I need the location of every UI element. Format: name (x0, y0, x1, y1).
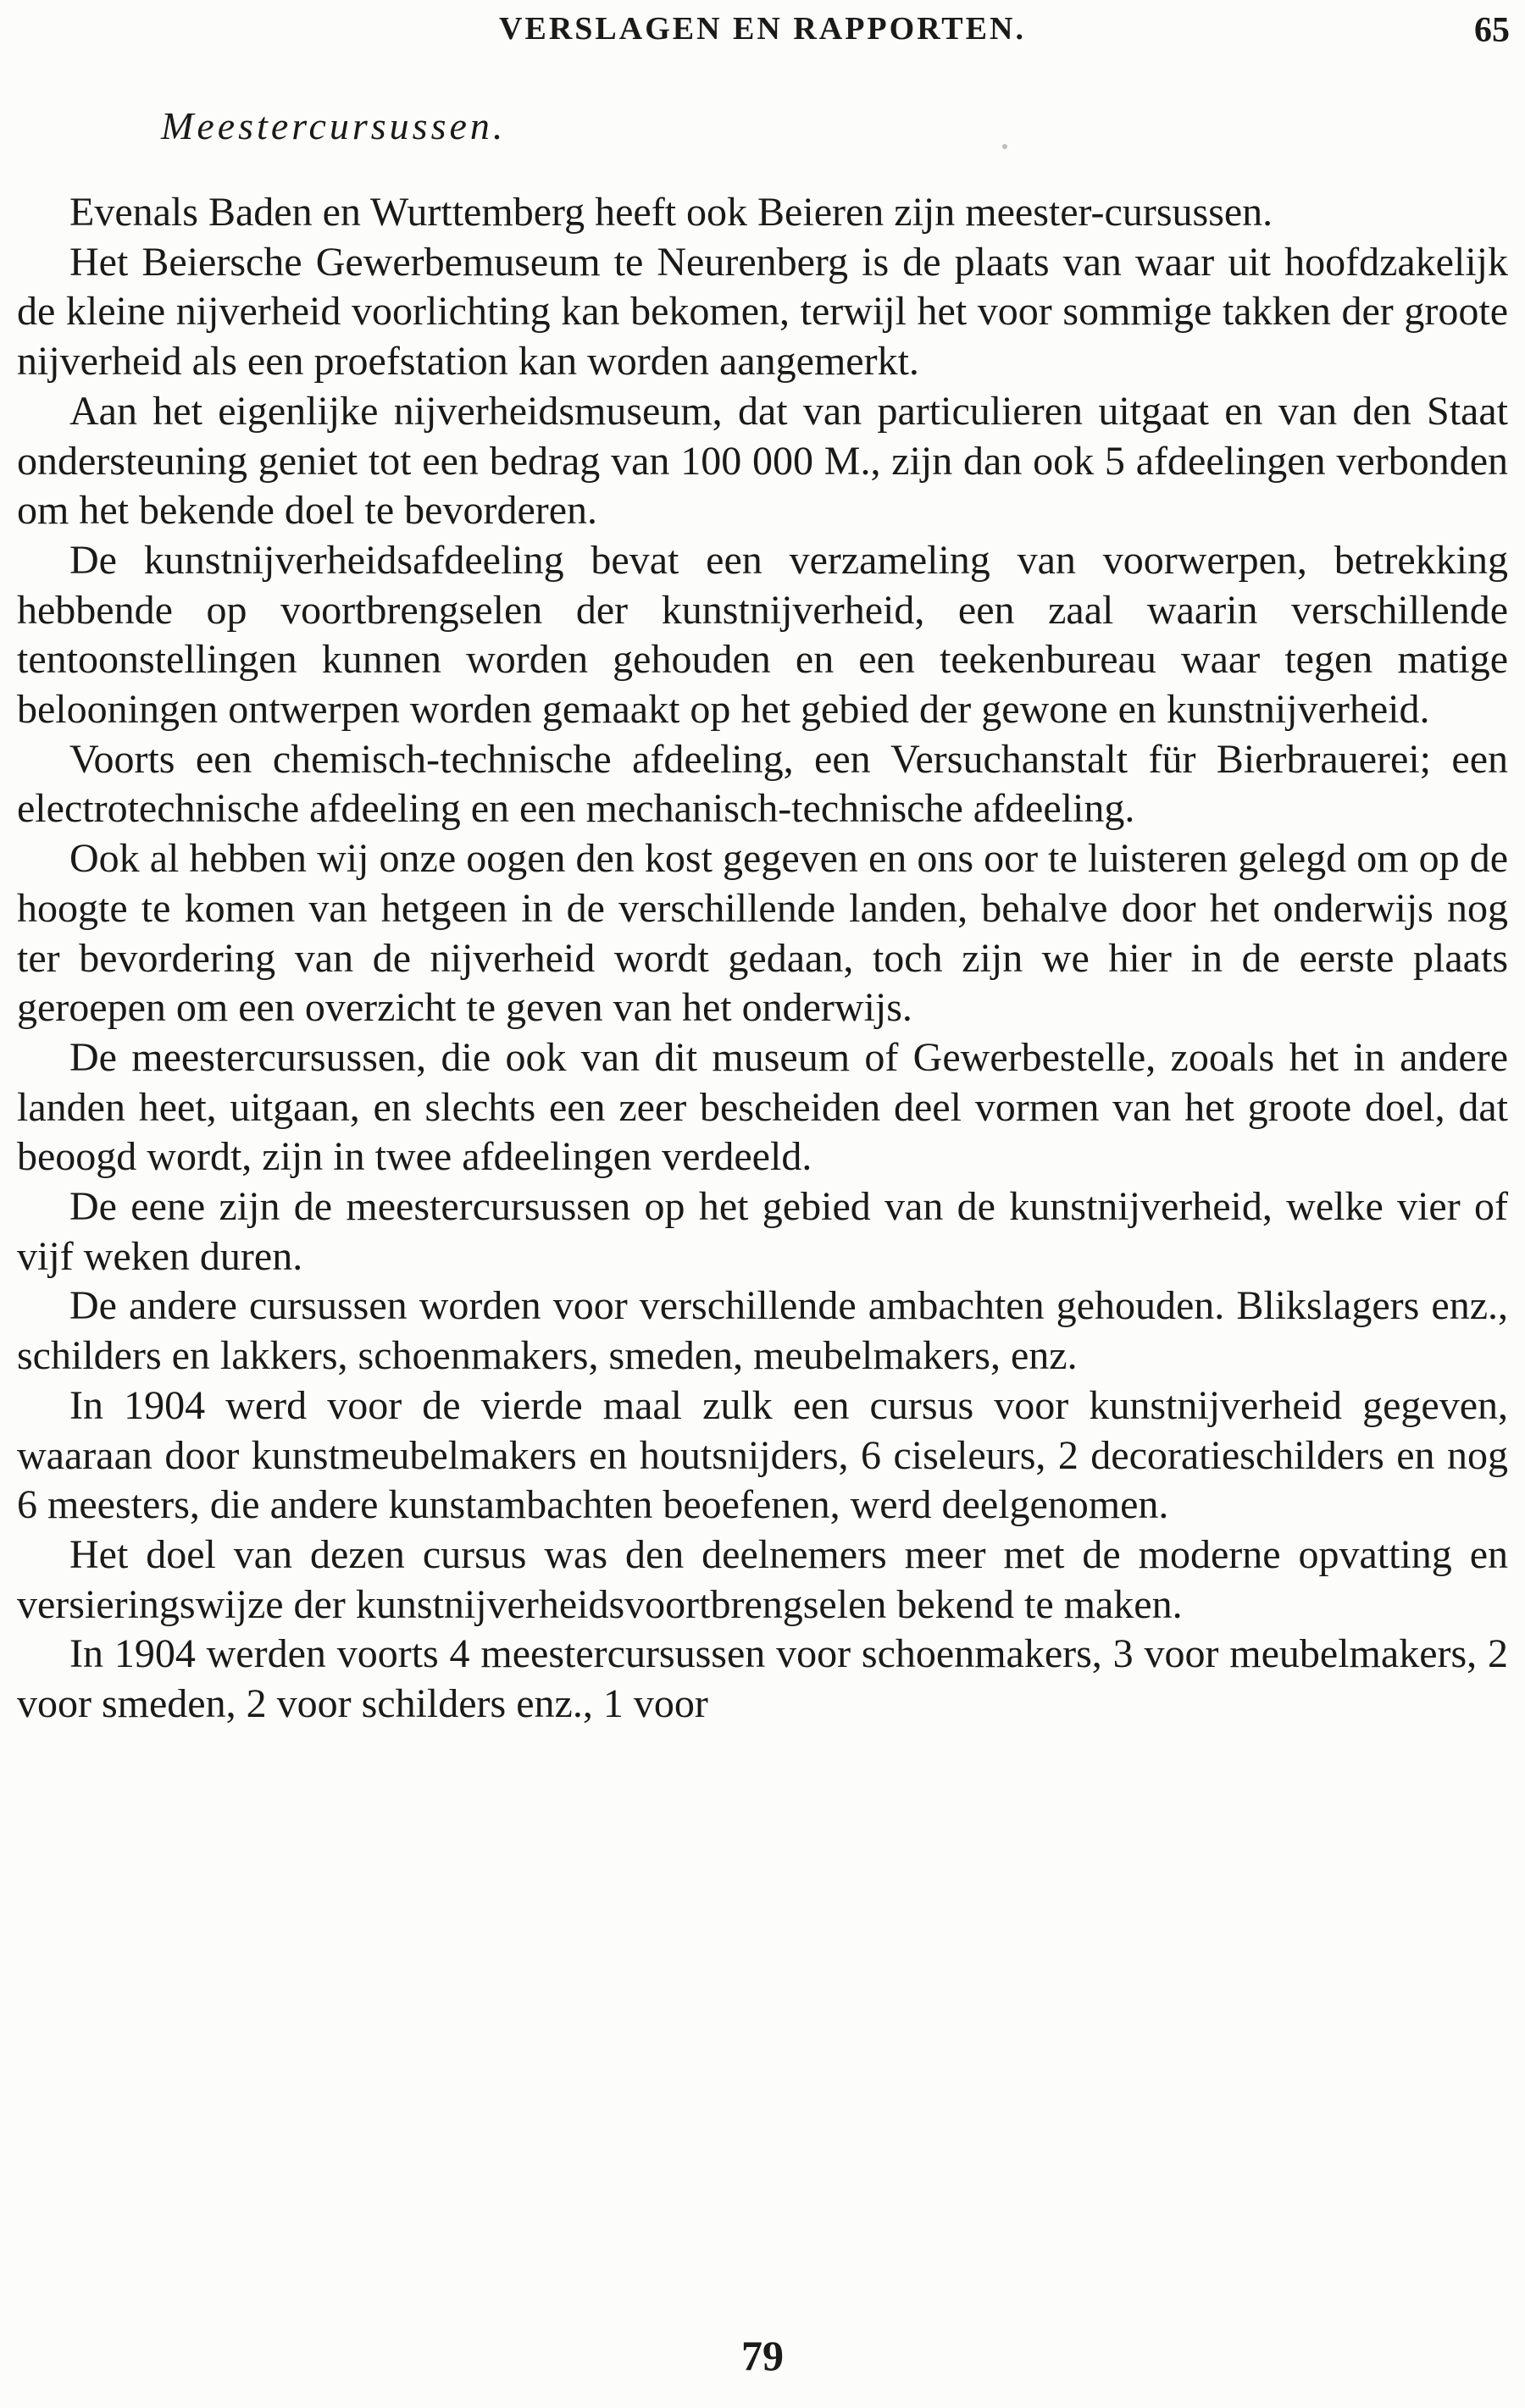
paragraph: De andere cursussen worden voor verschillende ambachten gehouden. Blikslagers enz., schilders en lakkers, schoenmakers, smeden, meubelmakers, enz. (17, 1283, 1508, 1379)
running-header (0, 10, 1525, 61)
running-title: VERSLAGEN EN RAPPORTEN. (499, 11, 1026, 47)
body-text (17, 188, 1508, 1730)
paragraph: In 1904 werd voor de vierde maal zulk een cursus voor kunstnijverheid gegeven, waaraan door kunstmeubelmakers en houtsnijders, 6 ciseleurs, 2 decoratieschilders en nog 6 meesters, die andere kunstambachten beoefenen, werd deelgenomen. (17, 1382, 1508, 1528)
paragraph: Het doel van dezen cursus was den deelnemers meer met de moderne opvatting en versieringswijze der kunstnijverheidsvoortbrengselen bekend te maken. (17, 1531, 1508, 1627)
paragraph: De meestercursussen, die ook van dit museum of Gewerbestelle, zooals het in andere landen heet, uitgaan, en slechts een zeer bescheiden deel vormen van het groote doel, dat beoogd wordt, zijn in twee afdeelingen verdeeld. (17, 1034, 1508, 1180)
section-heading: Meestercursussen. (161, 104, 507, 147)
paragraph: In 1904 werden voorts 4 meestercursussen voor schoenmakers, 3 voor meubelmakers, 2 voor smeden, 2 voor schilders enz., 1 voor (17, 1631, 1508, 1727)
paragraph: Aan het eigenlijke nijverheidsmuseum, dat van particulieren uitgaat en van den Staat ondersteuning geniet tot een bedrag van 100 000 M., zijn dan ook 5 afdeelingen verbonden om het bekende doel te bevorderen. (17, 388, 1508, 534)
paragraph: Ook al hebben wij onze oogen den kost gegeven en ons oor te luisteren gelegd om op de hoogte te komen van hetgeen in de verschillende landen, behalve door het onderwijs nog ter bevordering van de nijverheid wordt gedaan, toch zijn we hier in de eerste plaats geroepen om een overzicht te geven van het onderwijs. (17, 836, 1508, 1031)
paragraph: Het Beiersche Gewerbemuseum te Neurenberg is de plaats van waar uit hoofdzakelijk de kleine nijverheid voorlichting kan bekomen, terwijl het voor sommige takken der groote nijverheid als een proefstation kan worden aangemerkt. (17, 239, 1508, 385)
page-number: 65 (1474, 11, 1510, 50)
paragraph: Voorts een chemisch-technische afdeeling, een Versuchanstalt für Bierbrauerei; een electrotechnische afdeeling en een mechanisch-technische afdeeling. (17, 736, 1508, 832)
signature-mark: 79 (741, 2332, 784, 2379)
paragraph: De eene zijn de meestercursussen op het gebied van de kunstnijverheid, welke vier of vijf weken duren. (17, 1184, 1508, 1279)
print-speck (1002, 144, 1007, 149)
paragraph: De kunstnijverheidsafdeeling bevat een verzameling van voorwerpen, betrekking hebbende op voortbrengselen der kunstnijverheid, een zaal waarin verschillende tentoonstellingen kunnen worden gehouden en een teekenbureau waar tegen matige belooningen ontwerpen worden gemaakt op het gebied der gewone en kunstnijverheid. (17, 537, 1508, 733)
paragraph: Evenals Baden en Wurttemberg heeft ook Beieren zijn meester-cursussen. (69, 190, 1273, 235)
